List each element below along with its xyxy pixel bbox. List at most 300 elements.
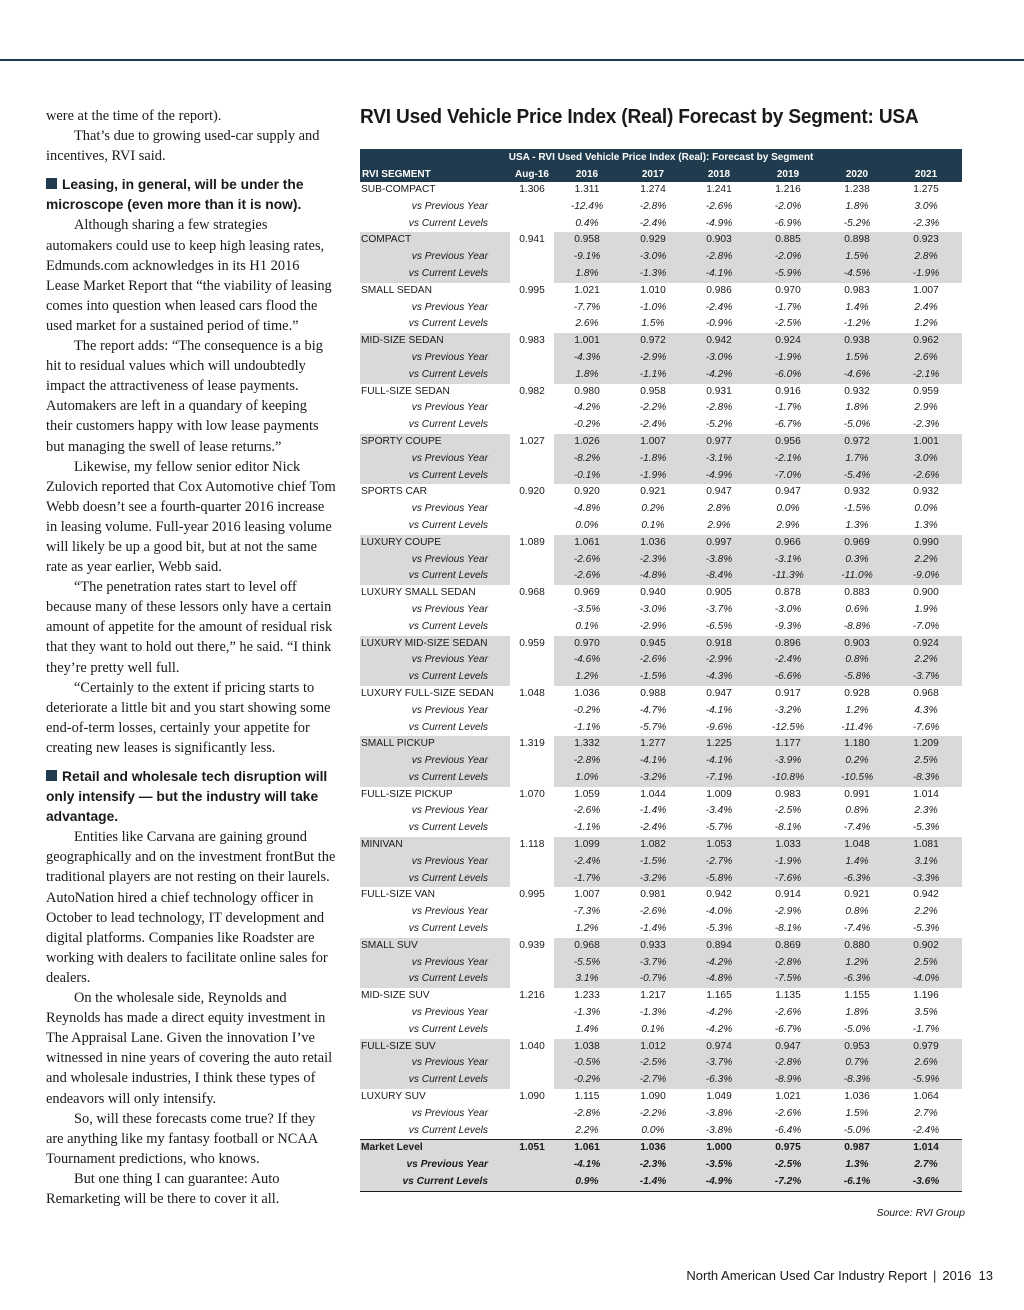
- percent-value: -11.0%: [824, 568, 890, 585]
- percent-value: 1.8%: [845, 1007, 869, 1019]
- percent-value: -6.4%: [774, 1124, 802, 1136]
- figure-title: RVI Used Vehicle Price Index (Real) Forecast by Segment: USA: [360, 105, 919, 128]
- index-value: 0.900: [913, 587, 939, 599]
- forecast-table-wrap: [360, 149, 962, 1192]
- percent-value: 0.1%: [641, 1023, 665, 1035]
- index-value: 0.966: [752, 535, 824, 552]
- footer-year: 2016: [942, 1268, 972, 1283]
- index-value: 1.115: [574, 1091, 600, 1103]
- index-value: 1.061: [554, 535, 620, 552]
- segment-name: LUXURY SMALL SEDAN: [361, 587, 476, 599]
- index-value: 1.021: [574, 284, 600, 296]
- index-value: 1.001: [890, 434, 962, 451]
- table-row: [360, 938, 962, 955]
- index-value: 1.000: [686, 1140, 752, 1157]
- percent-value: -8.8%: [843, 620, 871, 632]
- table-row: [360, 720, 962, 737]
- percent-value: -2.5%: [752, 1157, 824, 1174]
- percent-value: 1.2%: [914, 318, 938, 330]
- market-level-row: [360, 1174, 962, 1191]
- segment-name: LUXURY FULL-SIZE SEDAN: [361, 687, 494, 699]
- article-column: [46, 106, 336, 1209]
- percent-value: 2.6%: [890, 350, 962, 367]
- empty-cell: [510, 854, 554, 871]
- index-value: 0.923: [890, 232, 962, 249]
- index-value: 0.903: [824, 636, 890, 653]
- table-row: [360, 501, 962, 518]
- percent-value: -5.2%: [843, 217, 871, 229]
- percent-value: -2.2%: [639, 402, 667, 414]
- index-value: 1.274: [640, 184, 666, 195]
- percent-value: -2.4%: [639, 822, 667, 834]
- section-heading: [46, 175, 336, 215]
- percent-value: -8.4%: [686, 568, 752, 585]
- table-row: [360, 266, 962, 283]
- segment-name: FULL-SIZE VAN: [361, 889, 435, 901]
- table-row: [360, 484, 962, 501]
- percent-value: -4.6%: [554, 652, 620, 669]
- percent-value: 1.7%: [824, 451, 890, 468]
- index-value: 1.177: [752, 736, 824, 753]
- index-value: 0.940: [640, 587, 666, 599]
- percent-value: -4.2%: [705, 1023, 733, 1035]
- vs-previous-year-label: vs Previous Year: [360, 249, 510, 266]
- table-row: [360, 232, 962, 249]
- segment-name: LUXURY MID-SIZE SEDAN: [360, 636, 510, 653]
- vs-previous-year-label: vs Previous Year: [411, 503, 488, 515]
- percent-value: -3.0%: [620, 249, 686, 266]
- percent-value: 2.8%: [890, 249, 962, 266]
- percent-value: 0.8%: [824, 652, 890, 669]
- aug-value: 0.939: [510, 938, 554, 955]
- vs-previous-year-label: vs Previous Year: [411, 704, 488, 716]
- aug-value: 1.027: [510, 434, 554, 451]
- table-row: [360, 854, 962, 871]
- table-row: [360, 216, 962, 233]
- percent-value: -5.0%: [843, 1124, 871, 1136]
- column-header: 2020: [824, 167, 890, 182]
- article-paragraph: That’s due to growing used-car supply and incentives, RVI said.: [46, 128, 320, 165]
- table-row: [360, 602, 962, 619]
- percent-value: 2.7%: [914, 1107, 938, 1119]
- percent-value: -5.8%: [824, 669, 890, 686]
- header-rule: [0, 59, 1024, 61]
- index-value: 0.981: [640, 889, 666, 901]
- vs-previous-year-label: vs Previous Year: [360, 350, 510, 367]
- index-value: 1.049: [706, 1091, 732, 1103]
- empty-cell: [510, 249, 554, 266]
- percent-value: -3.8%: [686, 552, 752, 569]
- percent-value: -5.9%: [890, 1072, 962, 1089]
- empty-cell: [510, 753, 554, 770]
- vs-current-levels-label: vs Current Levels: [360, 367, 510, 384]
- index-value: 1.010: [640, 284, 666, 296]
- table-row: [360, 652, 962, 669]
- table-row: [360, 904, 962, 921]
- percent-value: 1.2%: [824, 955, 890, 972]
- percent-value: -4.0%: [890, 971, 962, 988]
- percent-value: -2.5%: [774, 805, 802, 817]
- percent-value: -2.6%: [774, 1107, 802, 1119]
- empty-cell: [510, 199, 554, 216]
- percent-value: 4.3%: [914, 704, 938, 716]
- percent-value: 1.5%: [824, 350, 890, 367]
- column-header: 2019: [752, 167, 824, 182]
- percent-value: -2.4%: [912, 1124, 940, 1136]
- percent-value: 0.2%: [641, 503, 665, 515]
- table-row: [360, 1089, 962, 1106]
- percent-value: -5.0%: [843, 1023, 871, 1035]
- article-paragraph: The report adds: “The consequence is a big hit to residual values which will undoubtedly impact the attractiveness of lease payments. Automakers are left in a quandary of keeping their customers happy with low lease payments but managing the swell of lease returns.”: [46, 338, 323, 455]
- table-row: [360, 199, 962, 216]
- article-paragraph: “The penetration rates start to level off because many of these lessors only have a certain amount of appetite for the amount of residual risk that they want to hold out there,” he said. “I think they’re pretty well full.: [46, 579, 333, 676]
- index-value: 0.986: [706, 284, 732, 296]
- table-row: [360, 1022, 962, 1039]
- index-value: 1.064: [913, 1091, 939, 1103]
- index-value: 0.968: [554, 938, 620, 955]
- empty-cell: [510, 350, 554, 367]
- index-value: 1.061: [554, 1140, 620, 1157]
- column-header: 2017: [620, 167, 686, 182]
- index-value: 1.082: [620, 837, 686, 854]
- table-row: [360, 249, 962, 266]
- vs-current-levels-label: vs Current Levels: [408, 923, 488, 935]
- percent-value: -0.2%: [573, 704, 601, 716]
- vs-current-levels-label: vs Current Levels: [360, 669, 510, 686]
- percent-value: -1.9%: [620, 468, 686, 485]
- percent-value: 2.7%: [890, 1157, 962, 1174]
- percent-value: 0.2%: [824, 753, 890, 770]
- table-row: [360, 669, 962, 686]
- percent-value: -8.2%: [554, 451, 620, 468]
- percent-value: -9.3%: [774, 620, 802, 632]
- percent-value: 0.1%: [641, 519, 665, 531]
- percent-value: -0.1%: [554, 468, 620, 485]
- index-value: 0.914: [775, 889, 801, 901]
- index-value: 1.090: [640, 1091, 666, 1103]
- table-row: [360, 384, 962, 401]
- table-row: [360, 770, 962, 787]
- percent-value: -9.6%: [705, 721, 733, 733]
- index-value: 0.970: [775, 284, 801, 296]
- segment-name: MINIVAN: [360, 837, 510, 854]
- index-value: 0.933: [620, 938, 686, 955]
- percent-value: -2.9%: [686, 652, 752, 669]
- vs-previous-year-label: vs Previous Year: [411, 906, 488, 918]
- index-value: 0.958: [640, 385, 666, 397]
- article-paragraph: Although sharing a few strategies automakers could use to keep high leasing rates, Edmunds.com acknowledges in its H1 2016 Lease Market Report that “the viability of leasing comes into question when leased cars flood the used market for a sustained period of time.”: [46, 217, 332, 334]
- index-value: 0.972: [824, 434, 890, 451]
- percent-value: -7.3%: [573, 906, 601, 918]
- empty-cell: [510, 568, 554, 585]
- percent-value: -9.0%: [890, 568, 962, 585]
- percent-value: 2.2%: [914, 906, 938, 918]
- aug-value: 1.070: [519, 788, 545, 800]
- percent-value: -5.3%: [912, 923, 940, 935]
- percent-value: -3.4%: [705, 805, 733, 817]
- vs-previous-year-label: vs Previous Year: [360, 854, 510, 871]
- index-value: 1.007: [913, 284, 939, 296]
- table-row: [360, 753, 962, 770]
- percent-value: -3.3%: [890, 871, 962, 888]
- index-value: 0.932: [844, 385, 870, 397]
- table-row: [360, 736, 962, 753]
- table-row: [360, 1039, 962, 1056]
- vs-previous-year-label: vs Previous Year: [360, 552, 510, 569]
- index-value: 0.990: [890, 535, 962, 552]
- empty-cell: [510, 300, 554, 317]
- vs-previous-year-label: vs Previous Year: [411, 1107, 488, 1119]
- index-value: 0.921: [844, 889, 870, 901]
- segment-name: SMALL SUV: [360, 938, 510, 955]
- percent-value: 3.0%: [914, 200, 938, 212]
- empty-cell: [510, 803, 554, 820]
- segment-name: FULL-SIZE PICKUP: [361, 788, 453, 800]
- vs-previous-year-label: vs Previous Year: [411, 1007, 488, 1019]
- percent-value: -2.6%: [705, 200, 733, 212]
- index-value: 1.001: [554, 333, 620, 350]
- percent-value: -4.3%: [554, 350, 620, 367]
- table-row: [360, 686, 962, 703]
- square-bullet-icon: [46, 770, 57, 781]
- percent-value: -2.1%: [890, 367, 962, 384]
- vs-current-levels-label: vs Current Levels: [408, 419, 488, 431]
- percent-value: -0.9%: [705, 318, 733, 330]
- segment-name: SMALL SEDAN: [361, 284, 432, 296]
- index-value: 1.216: [775, 184, 801, 195]
- percent-value: -1.9%: [890, 266, 962, 283]
- empty-cell: [510, 1123, 554, 1140]
- percent-value: -3.1%: [686, 451, 752, 468]
- percent-value: -8.9%: [752, 1072, 824, 1089]
- percent-value: -2.8%: [705, 402, 733, 414]
- percent-value: -2.0%: [752, 249, 824, 266]
- aug-value: 1.051: [510, 1140, 554, 1157]
- percent-value: -2.8%: [686, 249, 752, 266]
- index-value: 1.081: [890, 837, 962, 854]
- percent-value: -4.1%: [705, 704, 733, 716]
- footer-publication: North American Used Car Industry Report: [686, 1268, 927, 1283]
- percent-value: -2.6%: [639, 906, 667, 918]
- percent-value: -2.3%: [620, 552, 686, 569]
- empty-cell: [510, 1157, 554, 1174]
- empty-cell: [510, 619, 554, 636]
- aug-value: 0.982: [519, 385, 545, 397]
- percent-value: 1.8%: [554, 367, 620, 384]
- percent-value: -3.5%: [573, 603, 601, 615]
- percent-value: -2.5%: [620, 1055, 686, 1072]
- index-value: 0.903: [686, 232, 752, 249]
- percent-value: -6.0%: [752, 367, 824, 384]
- percent-value: -1.5%: [620, 854, 686, 871]
- percent-value: -2.6%: [573, 805, 601, 817]
- percent-value: -1.9%: [752, 854, 824, 871]
- percent-value: -6.9%: [774, 217, 802, 229]
- page-footer: [686, 1268, 993, 1283]
- percent-value: 0.1%: [575, 620, 599, 632]
- percent-value: -5.9%: [752, 266, 824, 283]
- forecast-table: [360, 149, 962, 1192]
- vs-current-levels-label: vs Current Levels: [360, 468, 510, 485]
- percent-value: -0.2%: [554, 1072, 620, 1089]
- index-value: 1.033: [752, 837, 824, 854]
- percent-value: -2.4%: [554, 854, 620, 871]
- percent-value: -2.7%: [620, 1072, 686, 1089]
- column-header: 2021: [890, 167, 962, 182]
- index-value: 1.007: [574, 889, 600, 901]
- aug-value: 0.959: [510, 636, 554, 653]
- percent-value: -4.5%: [824, 266, 890, 283]
- empty-cell: [510, 316, 554, 333]
- index-value: 0.969: [574, 587, 600, 599]
- index-value: 0.942: [706, 889, 732, 901]
- percent-value: 1.2%: [575, 923, 599, 935]
- empty-cell: [510, 770, 554, 787]
- index-value: 0.947: [706, 687, 732, 699]
- market-level-row: [360, 1140, 962, 1157]
- percent-value: -3.7%: [620, 955, 686, 972]
- index-value: 1.014: [890, 1140, 962, 1157]
- percent-value: -3.0%: [686, 350, 752, 367]
- percent-value: -1.8%: [620, 451, 686, 468]
- aug-value: 1.040: [510, 1039, 554, 1056]
- index-value: 1.196: [913, 990, 939, 1002]
- index-value: 1.009: [706, 788, 732, 800]
- index-value: 1.233: [574, 990, 600, 1002]
- index-value: 0.898: [824, 232, 890, 249]
- index-value: 1.277: [620, 736, 686, 753]
- index-value: 1.044: [640, 788, 666, 800]
- index-value: 0.942: [686, 333, 752, 350]
- percent-value: -6.7%: [774, 1023, 802, 1035]
- percent-value: 2.8%: [707, 503, 731, 515]
- percent-value: 1.4%: [845, 301, 869, 313]
- aug-value: 1.089: [510, 535, 554, 552]
- index-value: 0.975: [752, 1140, 824, 1157]
- percent-value: -1.7%: [774, 301, 802, 313]
- index-value: 0.956: [752, 434, 824, 451]
- index-value: 1.275: [913, 184, 939, 195]
- index-value: 1.038: [554, 1039, 620, 1056]
- segment-name: LUXURY COUPE: [360, 535, 510, 552]
- index-value: 0.924: [890, 636, 962, 653]
- percent-value: 2.9%: [707, 519, 731, 531]
- empty-cell: [510, 518, 554, 535]
- percent-value: -7.6%: [912, 721, 940, 733]
- table-row: [360, 887, 962, 904]
- percent-value: -5.4%: [824, 468, 890, 485]
- percent-value: -3.0%: [774, 603, 802, 615]
- table-row: [360, 1055, 962, 1072]
- table-row: [360, 921, 962, 938]
- aug-value: 0.941: [510, 232, 554, 249]
- percent-value: 1.4%: [575, 1023, 599, 1035]
- percent-value: -4.8%: [686, 971, 752, 988]
- empty-cell: [510, 552, 554, 569]
- index-value: 1.217: [640, 990, 666, 1002]
- percent-value: -6.7%: [774, 419, 802, 431]
- index-value: 0.902: [890, 938, 962, 955]
- index-value: 1.036: [844, 1091, 870, 1103]
- index-value: 0.972: [620, 333, 686, 350]
- table-header-row: [360, 167, 962, 182]
- segment-name: LUXURY SUV: [361, 1091, 426, 1103]
- table-caption: USA - RVI Used Vehicle Price Index (Real): Forecast by Segment: [360, 149, 962, 167]
- percent-value: -4.8%: [573, 503, 601, 515]
- index-value: 1.238: [844, 184, 870, 195]
- percent-value: -1.3%: [620, 266, 686, 283]
- percent-value: -2.9%: [774, 906, 802, 918]
- percent-value: 0.6%: [845, 603, 869, 615]
- segment-name: SPORTY COUPE: [360, 434, 510, 451]
- percent-value: -5.7%: [705, 822, 733, 834]
- percent-value: -3.1%: [752, 552, 824, 569]
- percent-value: 1.8%: [845, 402, 869, 414]
- vs-current-levels-label: vs Current Levels: [360, 770, 510, 787]
- percent-value: -2.8%: [752, 955, 824, 972]
- percent-value: -1.7%: [554, 871, 620, 888]
- index-value: 1.180: [824, 736, 890, 753]
- percent-value: 1.8%: [845, 200, 869, 212]
- index-value: 0.932: [844, 486, 870, 498]
- index-value: 1.053: [686, 837, 752, 854]
- percent-value: -3.6%: [890, 1174, 962, 1191]
- table-caption-row: [360, 149, 962, 167]
- percent-value: -3.7%: [705, 603, 733, 615]
- index-value: 1.036: [620, 535, 686, 552]
- percent-value: 2.9%: [776, 519, 800, 531]
- percent-value: -4.2%: [686, 955, 752, 972]
- percent-value: -3.7%: [890, 669, 962, 686]
- segment-name: COMPACT: [360, 232, 510, 249]
- source-note: Source: RVI Group: [876, 1207, 965, 1219]
- index-value: 0.988: [640, 687, 666, 699]
- percent-value: -5.2%: [705, 419, 733, 431]
- table-row: [360, 552, 962, 569]
- percent-value: -8.3%: [890, 770, 962, 787]
- percent-value: -6.5%: [705, 620, 733, 632]
- table-row: [360, 367, 962, 384]
- empty-cell: [510, 266, 554, 283]
- index-value: 1.036: [574, 687, 600, 699]
- percent-value: -2.8%: [573, 1107, 601, 1119]
- percent-value: -2.9%: [639, 620, 667, 632]
- table-row: [360, 971, 962, 988]
- percent-value: 2.2%: [890, 652, 962, 669]
- table-row: [360, 434, 962, 451]
- percent-value: -6.1%: [824, 1174, 890, 1191]
- table-row: [360, 585, 962, 602]
- percent-value: -1.5%: [620, 669, 686, 686]
- empty-cell: [510, 367, 554, 384]
- vs-current-levels-label: vs Current Levels: [360, 971, 510, 988]
- index-value: 0.974: [686, 1039, 752, 1056]
- empty-cell: [510, 703, 554, 720]
- percent-value: -0.7%: [620, 971, 686, 988]
- percent-value: -1.7%: [912, 1023, 940, 1035]
- empty-cell: [510, 904, 554, 921]
- aug-value: 1.090: [519, 1091, 545, 1103]
- percent-value: -2.1%: [752, 451, 824, 468]
- table-row: [360, 451, 962, 468]
- index-value: 0.947: [706, 486, 732, 498]
- percent-value: -3.8%: [705, 1107, 733, 1119]
- percent-value: -1.1%: [620, 367, 686, 384]
- percent-value: -4.9%: [686, 468, 752, 485]
- percent-value: 3.1%: [890, 854, 962, 871]
- index-value: 0.869: [752, 938, 824, 955]
- segment-name: FULL-SIZE SUV: [360, 1039, 510, 1056]
